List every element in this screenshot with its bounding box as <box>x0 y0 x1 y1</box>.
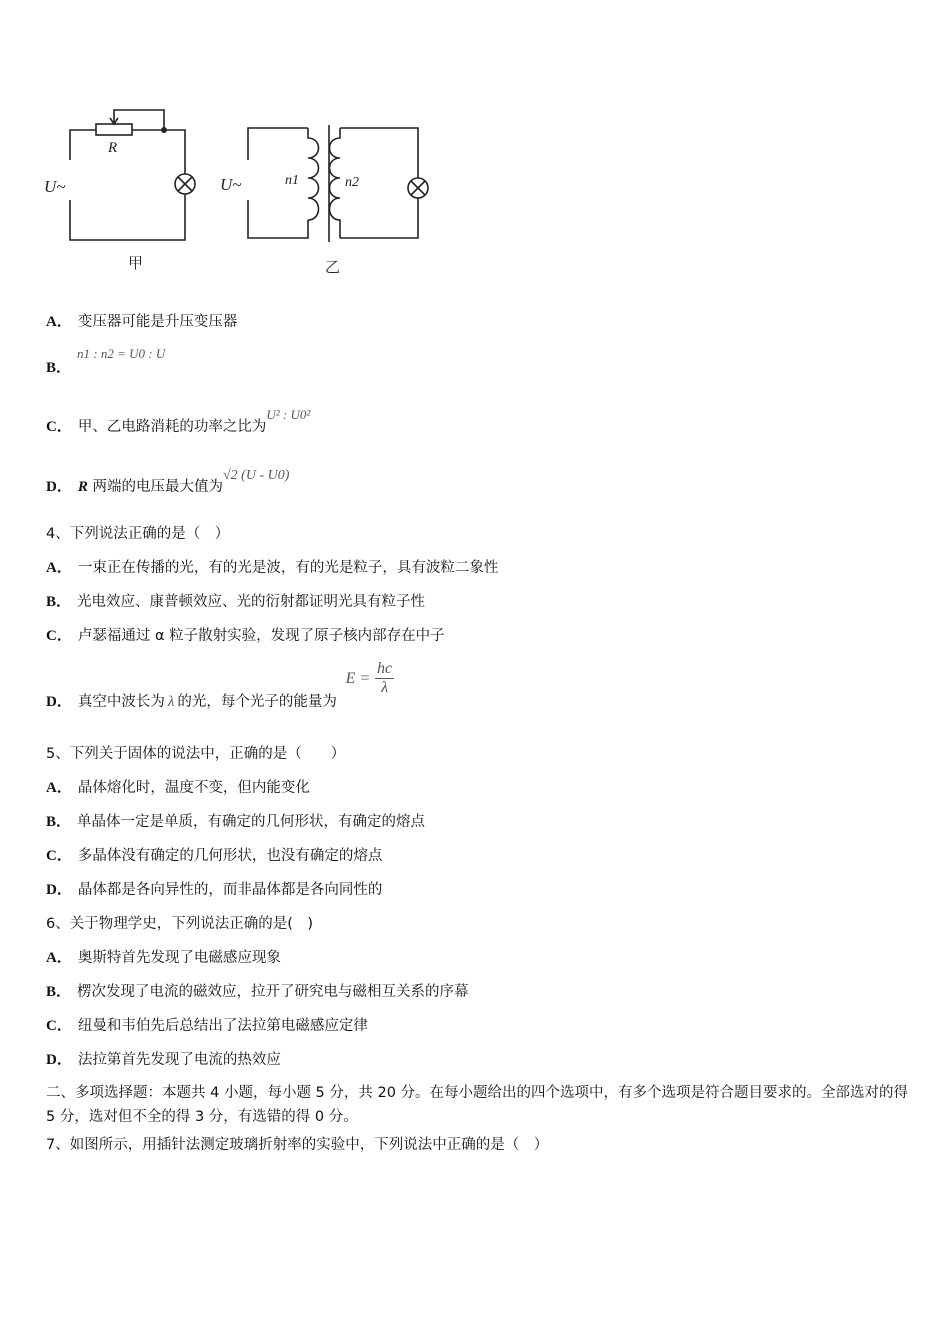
q5-stem: 5、下列关于固体的说法中，正确的是（ ） <box>46 746 346 762</box>
q5-option-c: C． 多晶体没有确定的几何形状，也没有确定的熔点 <box>46 848 383 864</box>
q6-stem: 6、关于物理学史，下列说法正确的是( ) <box>46 916 314 932</box>
energy-eq-lhs: E = <box>345 669 371 687</box>
q4-option-a: A． 一束正在传播的光，有的光是波，有的光是粒子，具有波粒二象性 <box>46 560 499 576</box>
q6-option-d: D． 法拉第首先发现了电流的热效应 <box>46 1052 281 1068</box>
q3-option-d: D． R 两端的电压最大值为√2 (U - U0) <box>46 468 290 495</box>
section2-heading: 二、多项选择题：本题共 4 小题，每小题 5 分，共 20 分。在每小题给出的四个选项中，有多个选项是符合题目要求的。全部选对的得 5 分，选对但不全的得 3 分，有选错的得 0 分。 <box>46 1085 909 1125</box>
energy-fraction: $\frac{hc}{\lambda}$ <box>376 660 393 696</box>
q6-option-c: C． 纽曼和韦伯先后总结出了法拉第电磁感应定律 <box>46 1018 368 1034</box>
q4-option-c: C． 卢瑟福通过 α 粒子散射实验，发现了原子核内部存在中子 <box>46 628 445 644</box>
q5-option-b: B． 单晶体一定是单质，有确定的几何形状，有确定的熔点 <box>46 814 426 830</box>
primary-label: n1 <box>285 173 299 188</box>
left-caption: 甲 <box>128 254 144 272</box>
q3-option-b: B．n1 : n2 = U0 : U <box>46 346 166 376</box>
q5-option-a: A． 晶体熔化时，温度不变，但内能变化 <box>46 780 310 796</box>
lambda-symbol: λ <box>167 693 175 710</box>
q6-option-a: A． 奥斯特首先发现了电磁感应现象 <box>46 950 281 966</box>
resistor-label: R <box>108 140 118 156</box>
q3-c-math: U² : U0² <box>266 407 311 422</box>
q3-d-math: √2 (U - U0) <box>222 468 290 483</box>
q3-option-a: A． 变压器可能是升压变压器 <box>46 314 238 330</box>
q3-option-c: C． 甲、乙电路消耗的功率之比为U² : U0² <box>46 407 311 435</box>
q5-option-d: D． 晶体都是各向异性的，而非晶体都是各向同性的 <box>46 882 383 898</box>
q7-stem: 7、如图所示，用插针法测定玻璃折射率的实验中，下列说法中正确的是（ ） <box>46 1137 549 1153</box>
q4-stem: 4、下列说法正确的是（ ） <box>46 526 230 542</box>
secondary-label: n2 <box>345 175 359 190</box>
left-source-label: U~ <box>44 177 66 196</box>
q4-option-d: D． 真空中波长为 λ 的光，每个光子的能量为 E = $\frac{hc}{\lambda}$ <box>46 660 393 710</box>
circuit-figure <box>40 100 440 280</box>
right-source-label: U~ <box>220 175 242 194</box>
q6-option-b: B． 楞次发现了电流的磁效应，拉开了研究电与磁相互关系的序幕 <box>46 984 469 1000</box>
q4-option-b: B． 光电效应、康普顿效应、光的衍射都证明光具有粒子性 <box>46 594 426 610</box>
q3-b-math: n1 : n2 = U0 : U <box>77 346 166 361</box>
right-caption: 乙 <box>325 258 341 276</box>
